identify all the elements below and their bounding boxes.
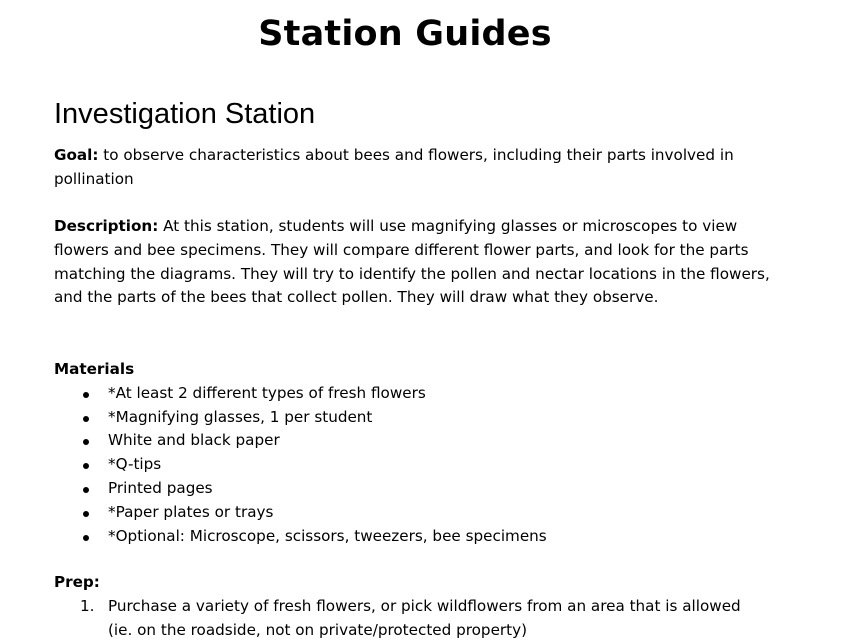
materials-list-item [54, 453, 774, 477]
description-text: At this station, students will use magnifying glasses or microscopes to view flowers and bee specimens. They will compare different flower parts, and look for the parts matching the diagrams. They will try to identify the pollen and nectar locations in the flowers, and the parts of the bees that collect pollen. They will draw what they observe. [54, 217, 770, 307]
description-label: Description: [54, 217, 159, 235]
document-title: Station Guides [258, 14, 552, 54]
goal-text: to observe characteristics about bees and flowers, including their parts involved in pollination [54, 146, 734, 188]
section-heading: Investigation Station [54, 98, 316, 130]
bullet-icon [83, 511, 89, 517]
prep-step [54, 595, 748, 640]
materials-list-item [54, 501, 774, 525]
materials-item-text: Printed pages [108, 478, 213, 497]
bullet-icon [83, 487, 89, 493]
materials-section [54, 358, 774, 548]
materials-item-text: *Magnifying glasses, 1 per student [108, 407, 373, 426]
materials-list-item [54, 429, 774, 453]
bullet-icon [83, 416, 89, 422]
bullet-icon [83, 463, 89, 469]
materials-item-text: *Optional: Microscope, scissors, tweezers, bee specimens [108, 526, 547, 545]
bullet-icon [83, 439, 89, 445]
prep-section [54, 571, 774, 640]
materials-label: Materials [54, 360, 135, 378]
materials-item-text: *At least 2 different types of fresh flowers [108, 383, 426, 402]
materials-list-item [54, 382, 774, 406]
goal-label: Goal: [54, 146, 99, 164]
prep-step-number: 1. [80, 596, 95, 615]
materials-list-item [54, 525, 774, 549]
materials-item-text: *Q-tips [108, 455, 162, 474]
prep-steps-list [54, 595, 774, 640]
materials-list [54, 382, 774, 549]
description-paragraph [54, 215, 774, 310]
materials-item-text: *Paper plates or trays [108, 502, 274, 521]
goal-paragraph [54, 144, 774, 192]
prep-step-text: Purchase a variety of fresh flowers, or pick wildflowers from an area that is allowed (ie. on the roadside, not on private/protected property) [108, 596, 741, 639]
materials-list-item [54, 477, 774, 501]
bullet-icon [83, 535, 89, 541]
bullet-icon [83, 392, 89, 398]
materials-item-text: White and black paper [108, 431, 280, 450]
prep-label: Prep: [54, 573, 100, 591]
materials-list-item [54, 406, 774, 430]
